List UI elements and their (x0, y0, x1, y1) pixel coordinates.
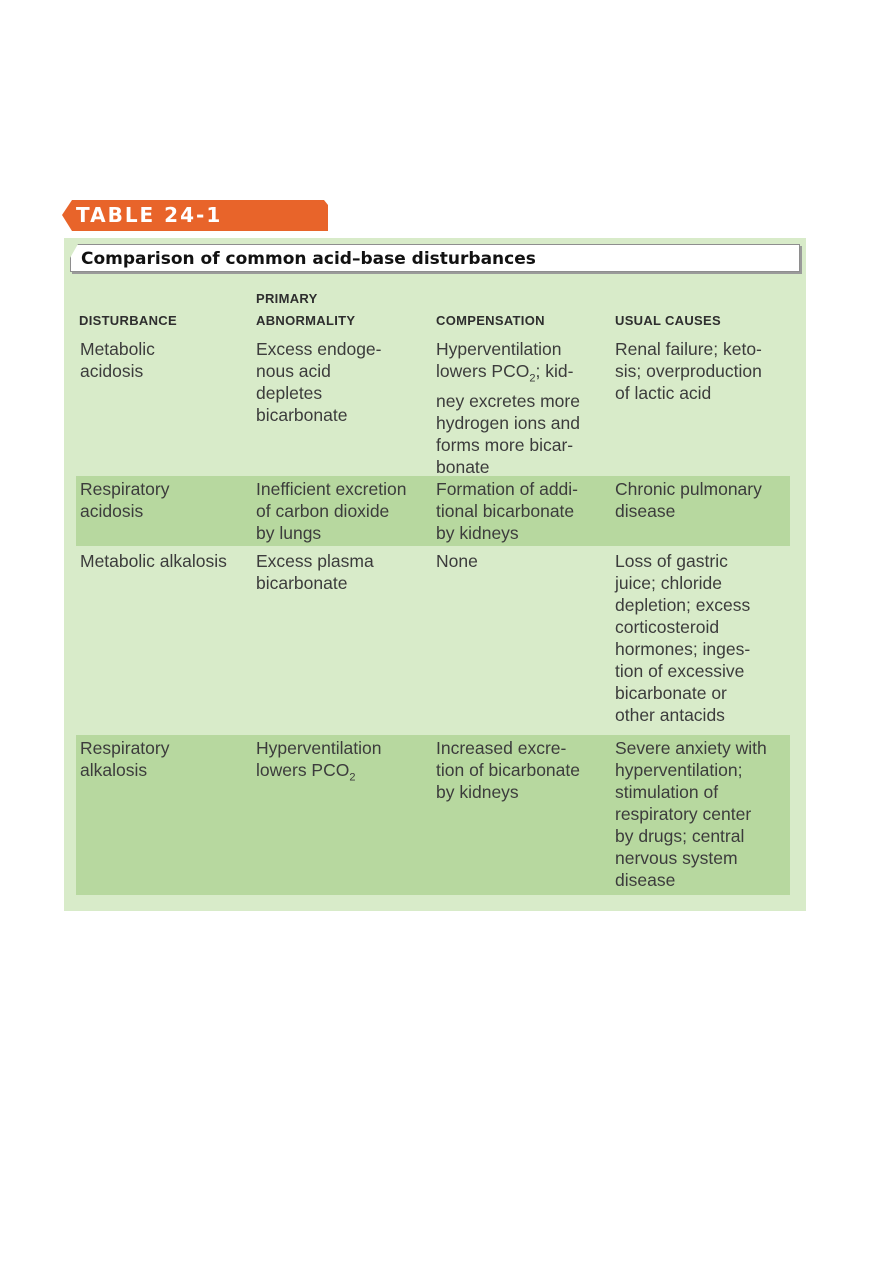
table-row (76, 476, 790, 546)
cell-abnormality: Excess plasma bicarbonate (256, 551, 374, 593)
cell-compensation: Increased excre- tion of bicarbonate by kidneys (436, 738, 580, 802)
header-compensation: COMPENSATION (436, 313, 545, 328)
table-row (76, 735, 790, 895)
cell-compensation: None (436, 551, 478, 571)
table-row (76, 550, 790, 734)
cell-disturbance: Respiratory acidosis (80, 479, 170, 521)
table-title-bar (70, 244, 800, 272)
cell-causes: Loss of gastric juice; chloride depletion; excess corticosteroid hormones; inges- tion of excessive bicarbonate or other antacids (615, 551, 751, 725)
header-disturbance: DISTURBANCE (79, 313, 177, 328)
cell-disturbance: Respiratory alkalosis (80, 738, 170, 780)
abnormality-text-pre: Hyperventilation lowers PCO (256, 738, 382, 780)
table-number: TABLE 24-1 (76, 203, 223, 227)
cell-abnormality (256, 737, 431, 789)
compensation-text-pre: Hyperventilation lowers PCO (436, 339, 562, 381)
table-row (76, 338, 790, 477)
cell-abnormality: Inefficient excretion of carbon dioxide by lungs (256, 479, 407, 543)
header-primary-line1: PRIMARY (256, 291, 318, 306)
cell-causes: Renal failure; keto- sis; overproduction of lactic acid (615, 339, 762, 403)
cell-compensation (436, 338, 611, 478)
subscript: 2 (349, 771, 356, 784)
cell-compensation: Formation of addi- tional bicarbonate by kidneys (436, 479, 579, 543)
cell-causes: Severe anxiety with hyperventilation; stimulation of respiratory center by drugs; central nervous system disease (615, 738, 767, 890)
table-title: Comparison of common acid–base disturbances (81, 249, 536, 269)
compensation-text-post: ; kid- ney excretes more hydrogen ions and forms more bicar- bonate (436, 361, 580, 477)
subscript: 2 (529, 372, 536, 385)
cell-causes: Chronic pulmonary disease (615, 479, 762, 521)
table-tag (62, 200, 328, 231)
cell-abnormality: Excess endoge- nous acid depletes bicarbonate (256, 339, 382, 425)
table-panel (64, 238, 806, 911)
header-primary-line2: ABNORMALITY (256, 313, 356, 328)
cell-disturbance: Metabolic alkalosis (80, 551, 227, 571)
header-causes: USUAL CAUSES (615, 313, 721, 328)
cell-disturbance: Metabolic acidosis (80, 339, 155, 381)
title-notch (70, 244, 78, 258)
